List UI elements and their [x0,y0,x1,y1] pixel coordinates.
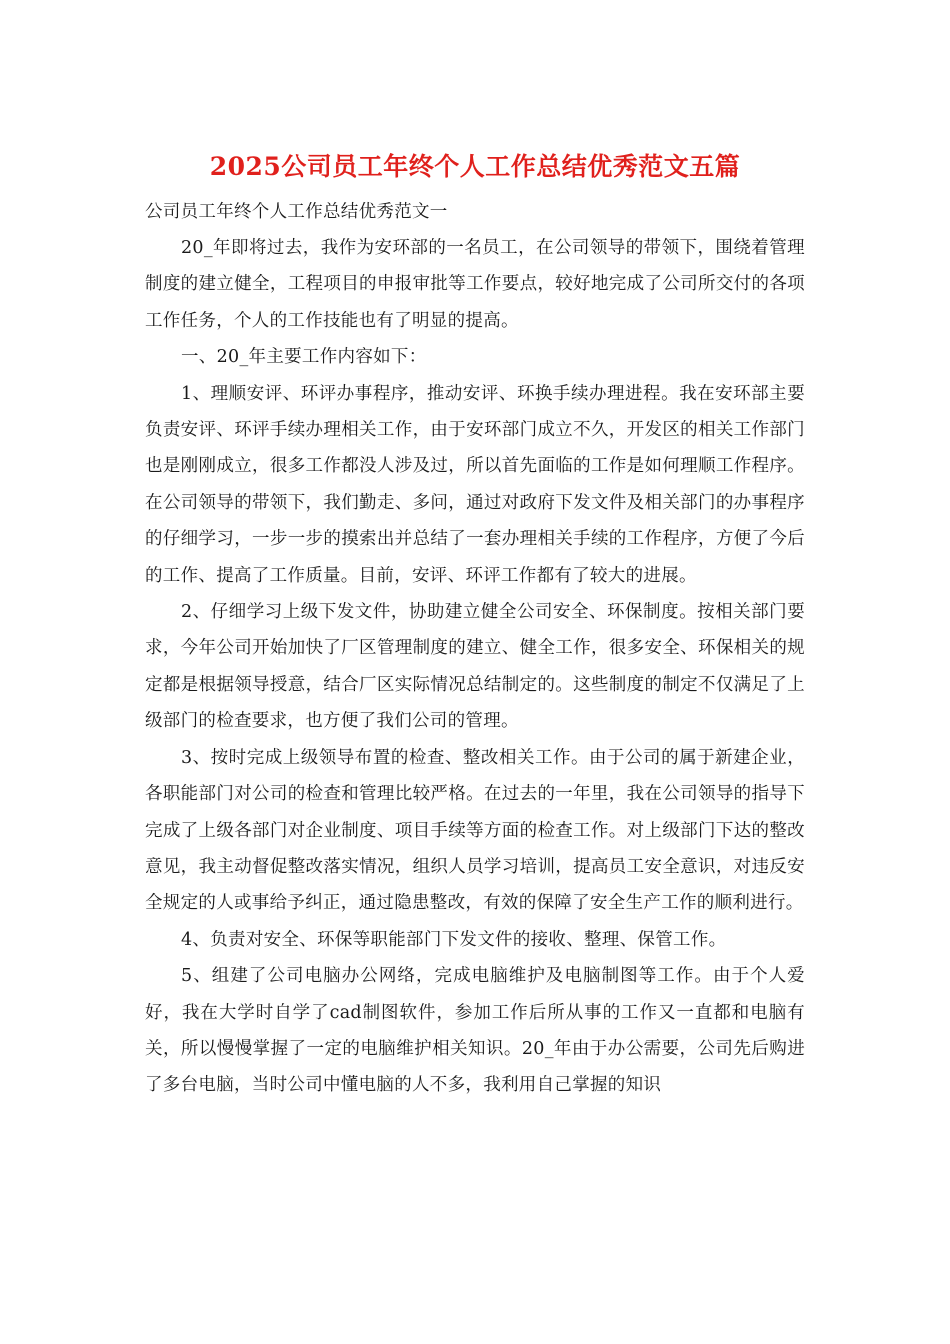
paragraph-section-heading: 一、20_年主要工作内容如下： [181,347,427,368]
paragraph-item-4: 4、负责对安全、环保等职能部门下发文件的接收、整理、保管工作。 [181,929,727,950]
paragraph-item-1: 1、理顺安评、环评办事程序，推动安评、环换手续办理进程。我在安环部主要负责安评、环评手续办理相关工作，由于安环部门成立不久，开发区的相关工作部门也是刚刚成立，很多工作都没人涉及过，所以首先面临的工作是如何理顺工作程序。在公司领导的带领下，我们勤走、多问，通过对政府下发文件及相关部门的办事程序的仔细学习，一步一步的摸索出并总结了一套办理相关手续的工作程序，方便了今后的工作、提高了工作质量。目前，安评、环评工作都有了较大的进展。 [145,383,805,586]
paragraph-item-2: 2、仔细学习上级下发文件，协助建立健全公司安全、环保制度。按相关部门要求，今年公司开始加快了厂区管理制度的建立、健全工作，很多安全、环保相关的规定都是根据领导授意，结合厂区实际情况总结制定的。这些制度的制定不仅满足了上级部门的检查要求，也方便了我们公司的管理。 [145,602,805,732]
document-title: 2025公司员工年终个人工作总结优秀范文五篇 [209,152,741,181]
document-body [145,196,805,1104]
paragraph-item-5: 5、组建了公司电脑办公网络，完成电脑维护及电脑制图等工作。由于个人爱好，我在大学时自学了cad制图软件，参加工作后所从事的工作又一直都和电脑有关，所以慢慢掌握了一定的电脑维护相关知识。20_年由于办公需要，公司先后购进了多台电脑，当时公司中懂电脑的人不多，我利用自己掌握的知识 [145,966,805,1096]
paragraph-intro: 20_年即将过去，我作为安环部的一名员工，在公司领导的带领下，围绕着管理制度的建立健全，工程项目的申报审批等工作要点，较好地完成了公司所交付的各项工作任务，个人的工作技能也有了明显的提高。 [145,238,805,331]
section-heading: 公司员工年终个人工作总结优秀范文一 [145,202,448,222]
paragraph-item-3: 3、按时完成上级领导布置的检查、整改相关工作。由于公司的属于新建企业，各职能部门对公司的检查和管理比较严格。在过去的一年里，我在公司领导的指导下完成了上级各部门对企业制度、项目手续等方面的检查工作。对上级部门下达的整改意见，我主动督促整改落实情况，组织人员学习培训，提高员工安全意识，对违反安全规定的人或事给予纠正，通过隐患整改，有效的保障了安全生产工作的顺利进行。 [145,747,805,914]
